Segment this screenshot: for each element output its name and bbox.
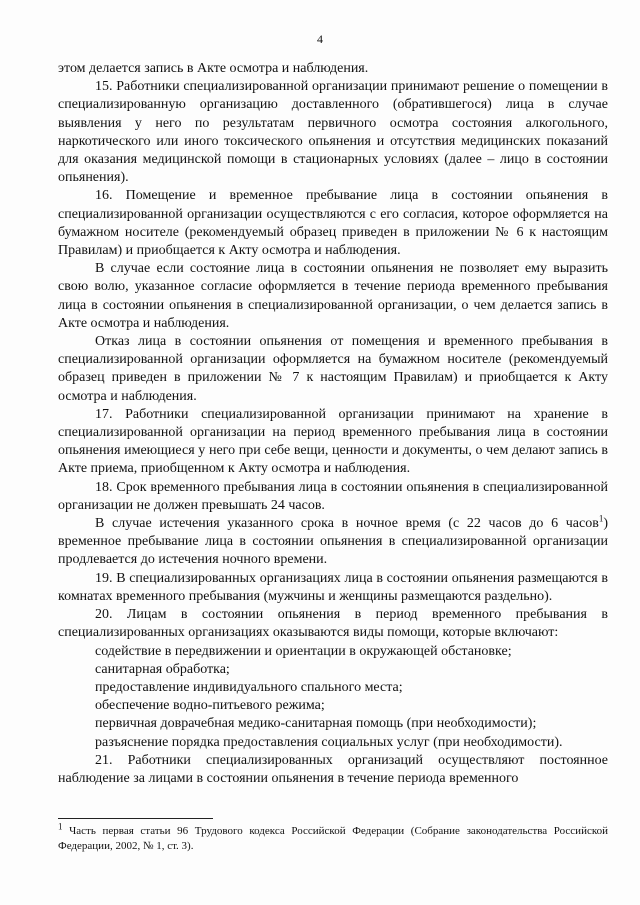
night-text-after: ) временное пребывание лица в состоянии опьянения в специализированной организации продлевается до истечения ночного времени.	[58, 516, 608, 568]
help-list-item: содействие в передвижении и ориентации в окружающей обстановке;	[95, 643, 512, 659]
footnote-divider	[58, 818, 213, 819]
footnote-text: Часть первая статьи 96 Трудового кодекса Российской Федерации (Собрание законодательства Российской Федерации, 2002, № 1, ст. 3).	[58, 825, 609, 852]
help-list-item: первичная доврачебная медико-санитарная помощь (при необходимости);	[95, 716, 537, 732]
footnote	[58, 821, 609, 854]
footnote-mark: 1	[58, 821, 63, 832]
document-body	[58, 60, 608, 788]
paragraph-16-consent: В случае если состояние лица в состоянии опьянения не позволяет ему выразить свою волю, указанное согласие оформляется в течение периода временного пребывания лица в состоянии опьянения в специализированной организации, о чем делается запись в Акте осмотра и наблюдения.	[58, 261, 608, 331]
paragraph-16: 16. Помещение и временное пребывание лица в состоянии опьянения в специализированной организации осуществляются с его согласия, которое оформляется на бумажном носителе (рекомендуемый образец приведен в приложении № 6 к настоящим Правилам) и приобщается к Акту осмотра и наблюдения.	[58, 188, 608, 259]
paragraph-17: 17. Работники специализированной организации принимают на хранение в специализированной организации на период временного пребывания лица в состоянии опьянения имеющиеся у него при себе вещи, ценности и документы, о чем делают запись в Акте приема, приобщенном к Акту осмотра и наблюдения.	[58, 406, 608, 477]
paragraph-18: 18. Срок временного пребывания лица в состоянии опьянения в специализированной организации не должен превышать 24 часов.	[58, 479, 608, 513]
paragraph-16-refusal: Отказ лица в состоянии опьянения от помещения и временного пребывания в специализированной организации оформляется на бумажном носителе (рекомендуемый образец приведен в приложении № 7 к настоящим Правилам) и приобщается к Акту осмотра и наблюдения.	[58, 334, 608, 404]
paragraph-continuation: этом делается запись в Акте осмотра и наблюдения.	[58, 61, 369, 76]
help-list-item: предоставление индивидуального спального места;	[95, 679, 403, 695]
help-list-item: разъяснение порядка предоставления социальных услуг (при необходимости).	[95, 734, 563, 750]
paragraph-19: 19. В специализированных организациях лица в состоянии опьянения размещаются в комнатах временного пребывания (мужчины и женщины размещаются раздельно).	[58, 570, 608, 604]
footnote-reference[interactable]: 1	[598, 513, 604, 524]
help-list-item: обеспечение водно-питьевого режима;	[95, 698, 325, 714]
paragraph-20: 20. Лицам в состоянии опьянения в период временного пребывания в специализированных организациях оказываются виды помощи, которые включают:	[58, 607, 608, 641]
help-list-item: санитарная обработка;	[95, 661, 230, 677]
paragraph-15: 15. Работники специализированной организации принимают решение о помещении в специализированную организацию доставленного (обратившегося) лица в случае выявления у него по результатам первичного осмотра состояния алкогольного, наркотического или иного токсического опьянения и отсутствия медицинских показаний для оказания медицинской помощи в стационарных условиях (далее – лицо в состоянии опьянения).	[58, 79, 608, 186]
paragraph-18-night	[58, 515, 608, 570]
paragraph-21: 21. Работники специализированных организаций осуществляют постоянное наблюдение за лицами в состоянии опьянения в течение периода временного	[58, 752, 608, 786]
page-number: 4	[317, 32, 323, 46]
night-text-before: В случае истечения указанного срока в ночное время (с 22 часов до 6 часов	[95, 516, 599, 532]
